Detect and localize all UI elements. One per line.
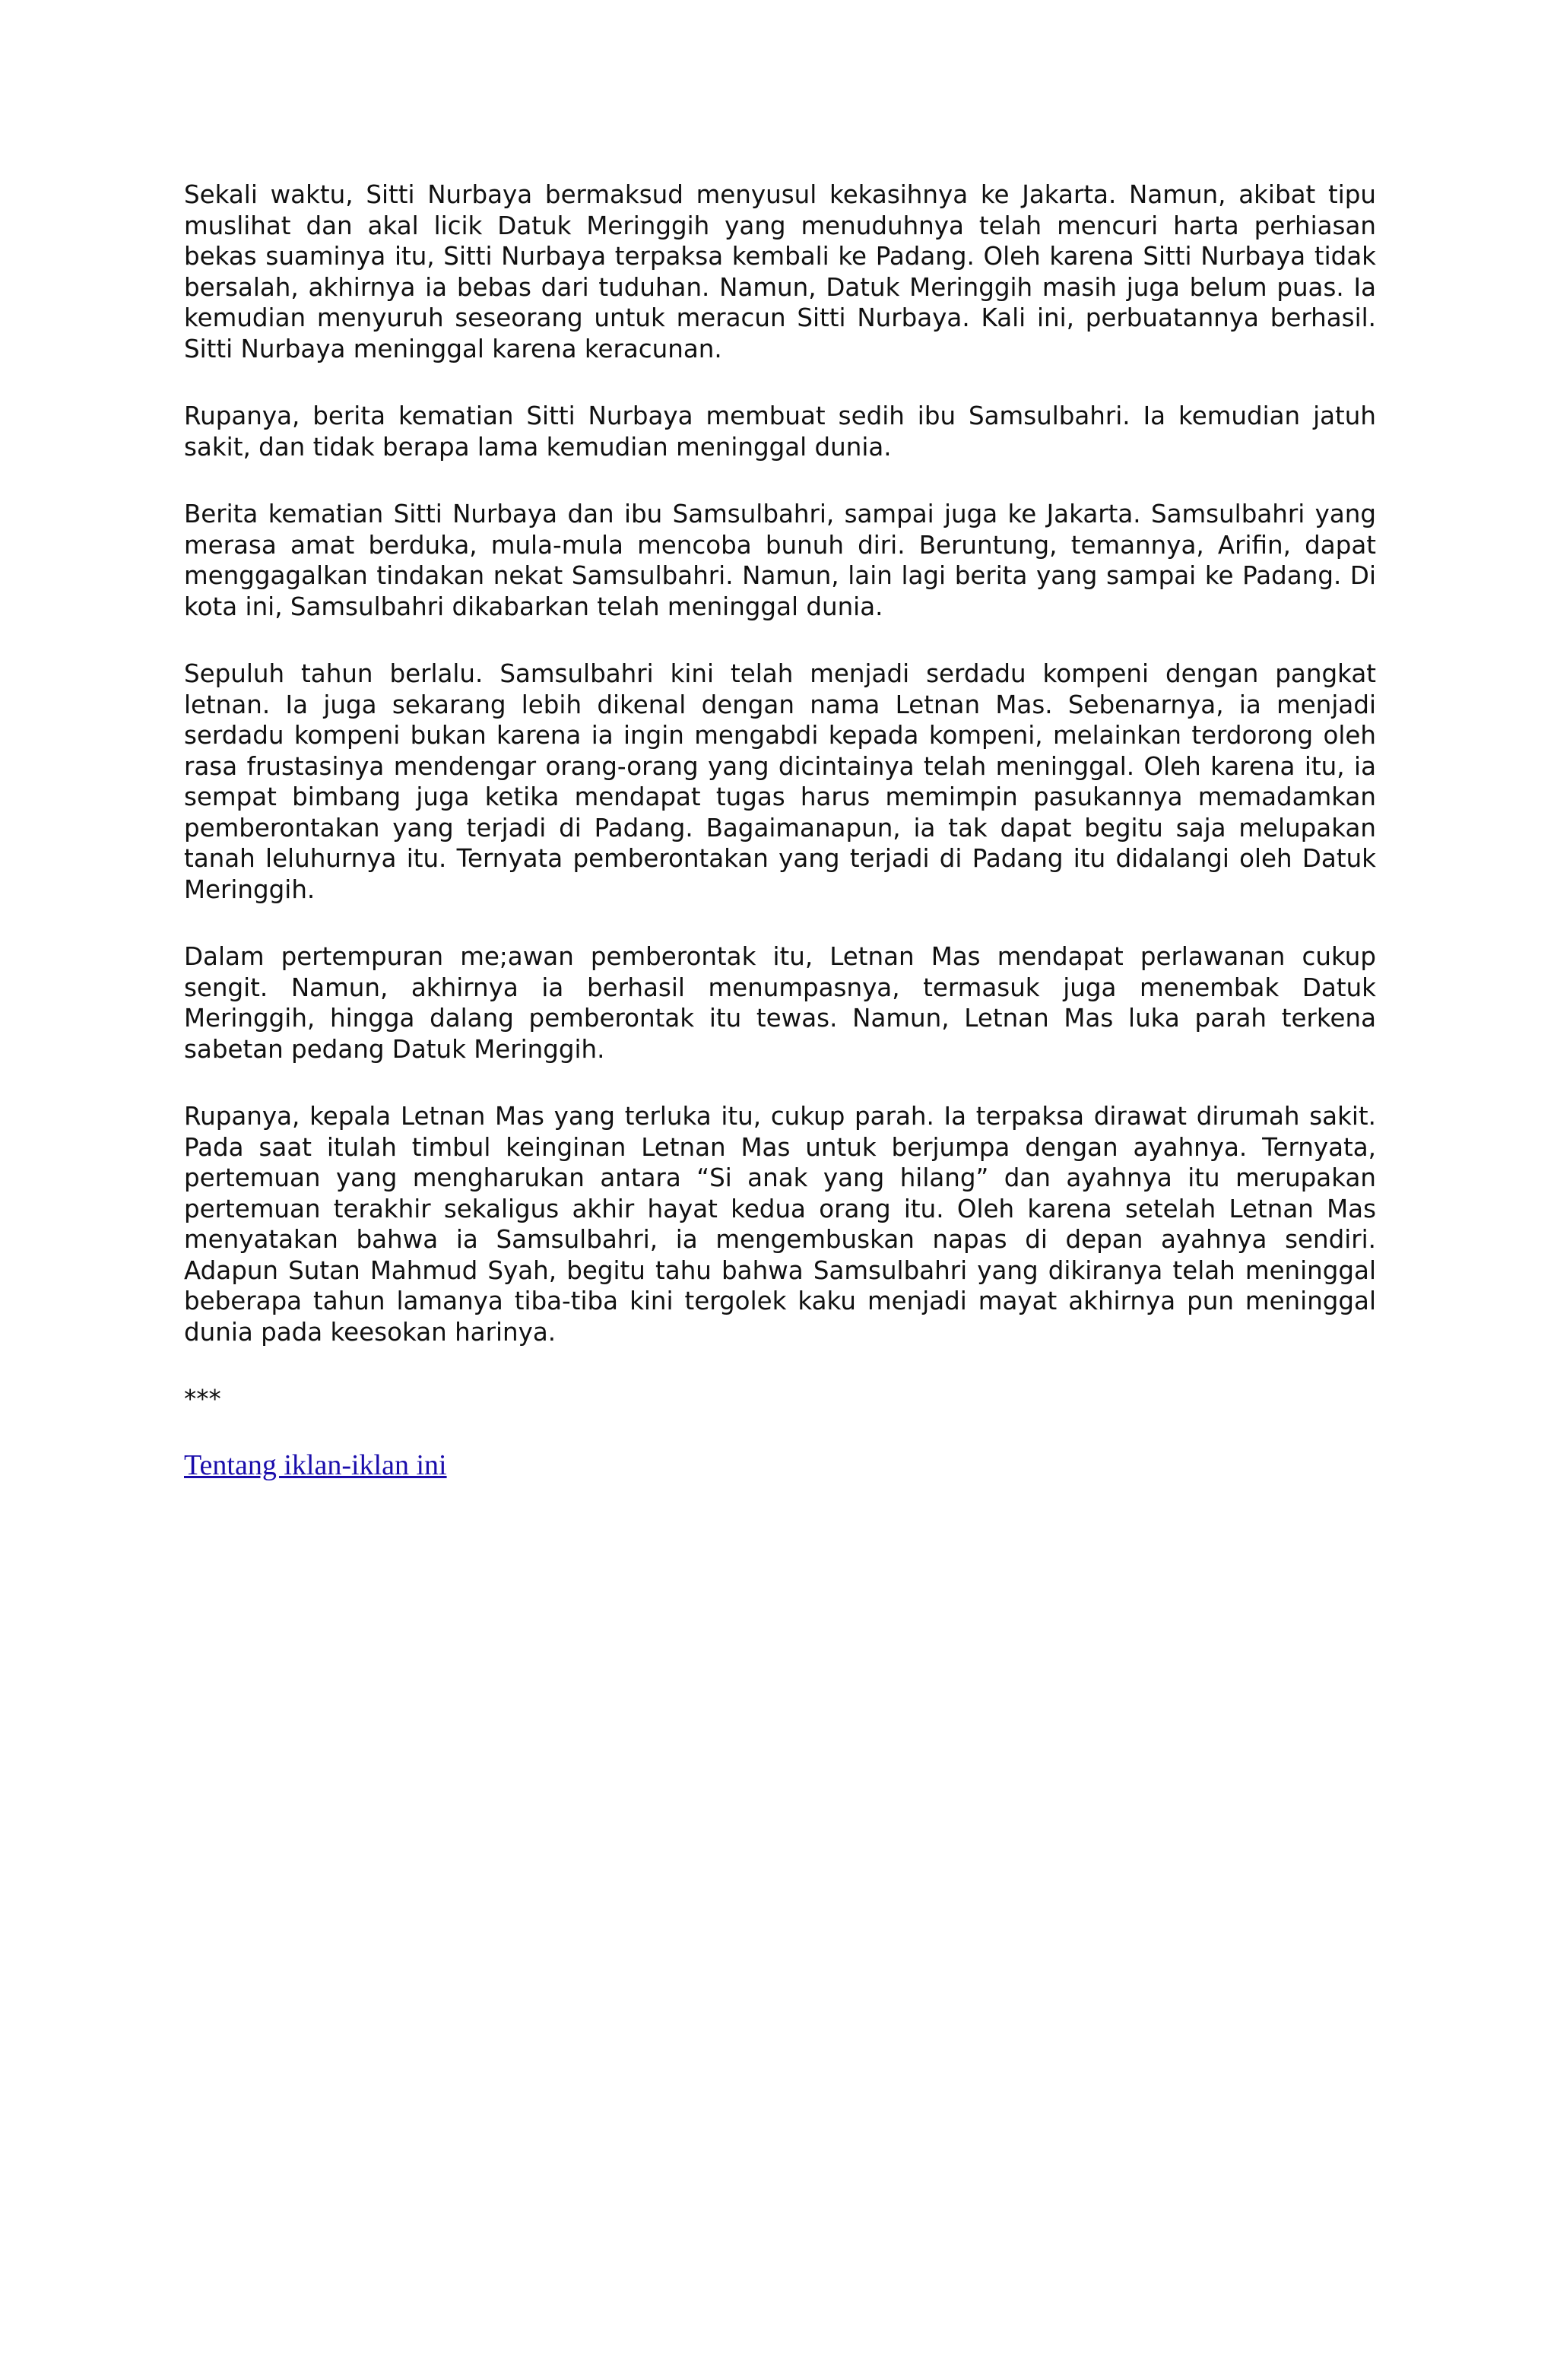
paragraph-5: Dalam pertempuran me;awan pemberontak itu, Letnan Mas mendapat perlawanan cukup sengit. Namun, akhirnya ia berhasil menumpasnya, termasuk juga menembak Datuk Meringgih, hingga dalang pemberontak itu tewas. Namun, Letnan Mas luka parah terkena sabetan pedang Datuk Meringgih. [184,942,1376,1064]
paragraph-1: Sekali waktu, Sitti Nurbaya bermaksud menyusul kekasihnya ke Jakarta. Namun, akibat tipu muslihat dan akal licik Datuk Meringgih yang menuduhnya telah mencuri harta perhiasan bekas suaminya itu, Sitti Nurbaya terpaksa kembali ke Padang. Oleh karena Sitti Nurbaya tidak bersalah, akhirnya ia bebas dari tuduhan. Namun, Datuk Meringgih masih juga belum puas. Ia kemudian menyuruh seseorang untuk meracun Sitti Nurbaya. Kali ini, perbuatannya berhasil. Sitti Nurbaya meninggal karena keracunan. [184,180,1376,363]
section-separator: *** [184,1385,221,1414]
paragraph-4: Sepuluh tahun berlalu. Samsulbahri kini telah menjadi serdadu kompeni dengan pangkat letnan. Ia juga sekarang lebih dikenal dengan nama Letnan Mas. Sebenarnya, ia menjadi serdadu kompeni bukan karena ia ingin mengabdi kepada kompeni, melainkan terdorong oleh rasa frustasinya mendengar orang-orang yang dicintainya telah meninggal. Oleh karena itu, ia sempat bimbang juga ketika mendapat tugas harus memimpin pasukannya memadamkan pemberontakan yang terjadi di Padang. Bagaimanapun, ia tak dapat begitu saja melupakan tanah leluhurnya itu. Ternyata pemberontakan yang terjadi di Padang itu didalangi oleh Datuk Meringgih. [184,659,1376,904]
paragraph-3: Berita kematian Sitti Nurbaya dan ibu Samsulbahri, sampai juga ke Jakarta. Samsulbahri yang merasa amat berduka, mula-mula mencoba bunuh diri. Beruntung, temannya, Arifin, dapat menggagalkan tindakan nekat Samsulbahri. Namun, lain lagi berita yang sampai ke Padang. Di kota ini, Samsulbahri dikabarkan telah meninggal dunia. [184,500,1376,621]
paragraph-2: Rupanya, berita kematian Sitti Nurbaya membuat sedih ibu Samsulbahri. Ia kemudian jatuh sakit, dan tidak berapa lama kemudian meninggal dunia. [184,401,1376,462]
ads-info-link[interactable]: Tentang iklan-iklan ini [184,1449,447,1481]
document-body [184,179,1376,1482]
paragraph-6: Rupanya, kepala Letnan Mas yang terluka itu, cukup parah. Ia terpaksa dirawat dirumah sakit. Pada saat itulah timbul keinginan Letnan Mas untuk berjumpa dengan ayahnya. Ternyata, pertemuan yang mengharukan antara “Si anak yang hilang” dan ayahnya itu merupakan pertemuan terakhir sekaligus akhir hayat kedua orang itu. Oleh karena setelah Letnan Mas menyatakan bahwa ia Samsulbahri, ia mengembuskan napas di depan ayahnya sendiri. Adapun Sutan Mahmud Syah, begitu tahu bahwa Samsulbahri yang dikiranya telah meninggal beberapa tahun lamanya tiba-tiba kini tergolek kaku menjadi mayat akhirnya pun meninggal dunia pada keesokan harinya. [184,1102,1376,1347]
